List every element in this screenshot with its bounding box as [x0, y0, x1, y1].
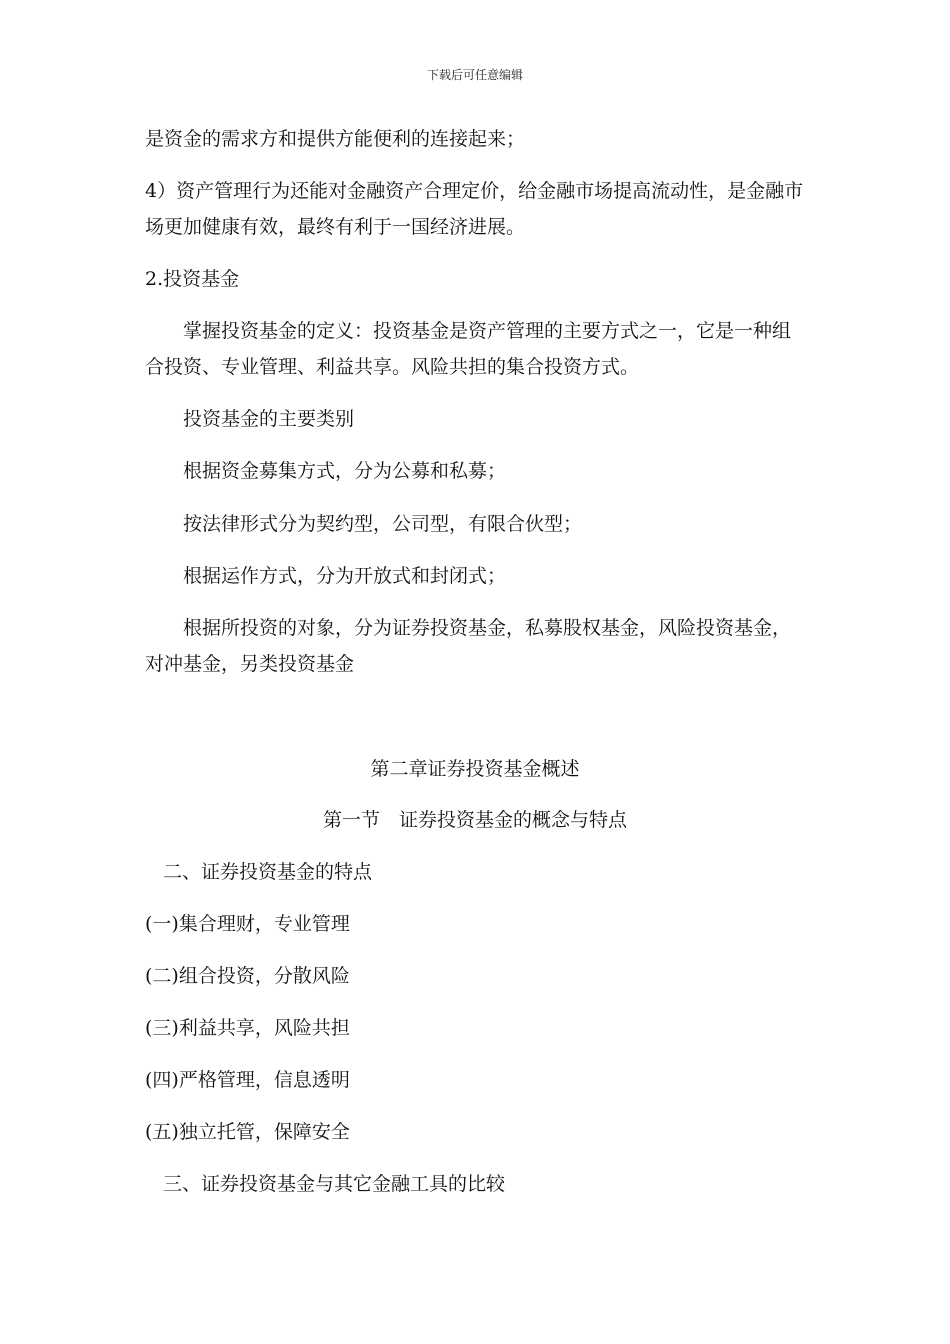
- paragraph-line: 是资金的需求方和提供方能便利的连接起来；: [145, 128, 526, 150]
- paragraph-line: 场更加健康有效，最终有利于一国经济进展。: [145, 216, 526, 238]
- paragraph-line: 根据资金募集方式，分为公募和私募；: [183, 460, 507, 482]
- list-item: (五)独立托管，保障安全: [145, 1121, 350, 1143]
- page-header: 下载后可任意编辑: [426, 68, 523, 82]
- chapter-title: 第二章证券投资基金概述: [370, 758, 580, 780]
- paragraph-line: 掌握投资基金的定义：投资基金是资产管理的主要方式之一，它是一种组: [183, 320, 792, 342]
- list-item: (四)严格管理，信息透明: [145, 1069, 350, 1091]
- paragraph-line: 合投资、专业管理、利益共享。风险共担的集合投资方式。: [145, 356, 640, 378]
- list-heading: 二、证券投资基金的特点: [163, 861, 373, 883]
- list-item: (一)集合理财，专业管理: [145, 913, 350, 935]
- heading-investment-fund: 2.投资基金: [145, 268, 240, 290]
- paragraph-line: 投资基金的主要类别: [183, 408, 355, 430]
- paragraph-line: 按法律形式分为契约型，公司型，有限合伙型；: [183, 513, 583, 535]
- list-item: (二)组合投资，分散风险: [145, 965, 350, 987]
- paragraph-line: 根据所投资的对象，分为证券投资基金，私募股权基金，风险投资基金，: [183, 617, 792, 639]
- paragraph-line: 对冲基金，另类投资基金: [145, 653, 355, 675]
- paragraph-line: 4）资产管理行为还能对金融资产合理定价，给金融市场提高流动性，是金融市: [145, 180, 804, 202]
- paragraph-line: 根据运作方式，分为开放式和封闭式；: [183, 565, 507, 587]
- list-heading: 三、证券投资基金与其它金融工具的比较: [163, 1173, 506, 1195]
- list-item: (三)利益共享，风险共担: [145, 1017, 350, 1039]
- section-title: 第一节 证券投资基金的概念与特点: [322, 809, 627, 831]
